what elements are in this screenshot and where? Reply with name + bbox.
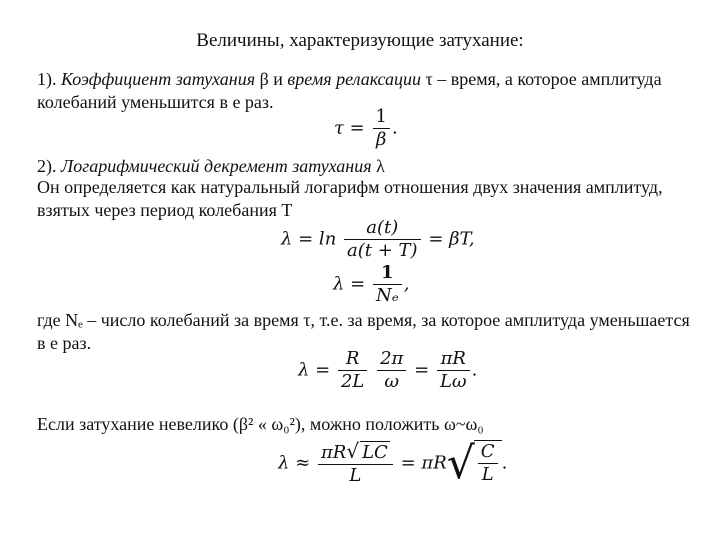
paragraph-rest: τ – время, а которое амплитуда колебаний уменьшится в е раз. (37, 69, 662, 112)
term-log-decrement: Логарифмический декремент затухания (61, 156, 372, 176)
formula-lambda-ne (333, 262, 409, 307)
formula-lhs: λ ≈ (278, 452, 311, 474)
formula-lambda-rlc (298, 348, 477, 393)
denominator: L (481, 464, 494, 485)
formula-lambda-ln (281, 217, 475, 262)
paragraph-small-damping: Если затухание невелико (β² « ω₀²), можно положить ω~ω₀ (37, 414, 484, 434)
denominator: a(t + T) (347, 240, 418, 261)
numerator-factor: πR (320, 442, 347, 463)
formula-mid: = πR (400, 452, 447, 474)
paragraph-definition: Он определяется как натуральный логарифм отношения двух значения амплитуд, взятых через период колебания T (37, 177, 663, 220)
denominator: ω (384, 371, 400, 392)
numerator: 2π (377, 348, 406, 371)
formula-lhs: λ = ln (281, 228, 337, 250)
paragraph-ne-definition: где Nₑ – число колебаний за время τ, т.е. за время, за которое амплитуда уменьшается в е раз. (37, 310, 690, 353)
formula-tau (334, 106, 398, 151)
formula-lhs: λ = (333, 273, 366, 295)
fraction (318, 440, 393, 487)
formula-tail: . (471, 359, 478, 381)
formula-rhs: = βT, (428, 228, 475, 250)
formula-tail: . (501, 452, 508, 474)
fraction-3 (437, 348, 470, 393)
item-number: 2). (37, 156, 61, 176)
symbol-lambda: λ (371, 156, 385, 176)
sqrt-group (474, 440, 502, 486)
denominator: β (376, 129, 387, 150)
numerator: R (338, 348, 367, 371)
formula-tail: . (391, 117, 398, 139)
equals: = (414, 359, 430, 381)
formula-lhs: τ = (334, 117, 365, 139)
numerator: a(t) (344, 217, 421, 240)
numerator: 1 (373, 262, 402, 285)
term-relaxation-time: время релаксации (287, 69, 421, 89)
numerator (318, 440, 393, 465)
numerator: πR (437, 348, 470, 371)
slide-title: Величины, характеризующие затухание: (196, 30, 524, 51)
fraction (344, 217, 421, 262)
formula-lambda-approx (278, 437, 508, 489)
fraction (373, 106, 390, 151)
radicand: LC (362, 442, 388, 463)
big-sqrt-icon: √ (446, 437, 475, 489)
term-damping-coefficient: Коэффициент затухания (61, 69, 256, 89)
fraction (373, 262, 402, 307)
fraction-2 (377, 348, 406, 393)
denominator: L (349, 465, 362, 486)
sqrt-icon: √ (346, 439, 360, 463)
numerator: 1 (373, 106, 390, 129)
numerator: C (478, 441, 498, 464)
item-number: 1). (37, 69, 61, 89)
paragraph-log-decrement (37, 155, 697, 178)
denominator: Nₑ (375, 285, 399, 306)
denominator: 2L (340, 371, 365, 392)
denominator: Lω (439, 371, 467, 392)
symbol-beta: β и (255, 69, 288, 89)
formula-tail: , (403, 273, 410, 295)
fraction-c-over-l (478, 441, 498, 486)
fraction-1 (338, 348, 367, 393)
formula-lhs: λ = (298, 359, 331, 381)
